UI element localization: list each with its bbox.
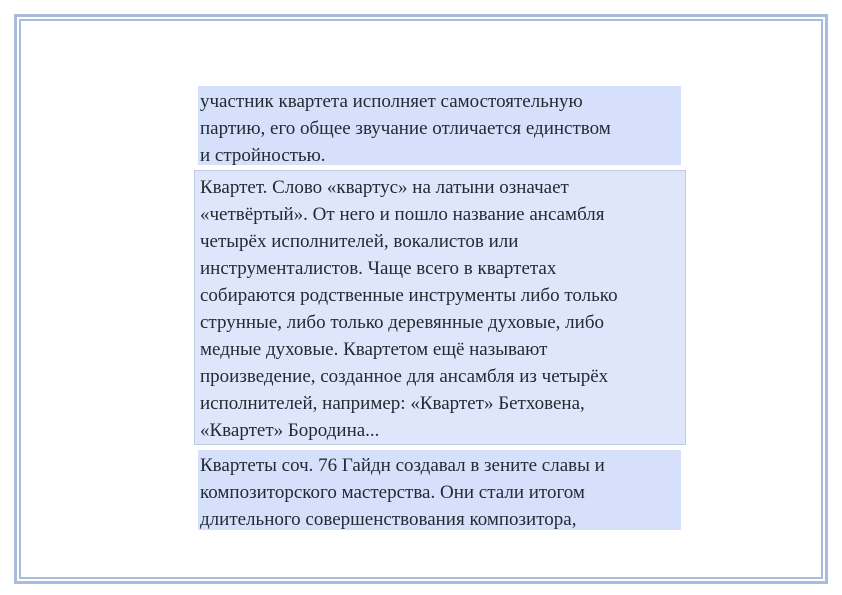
text-block-top: участник квартета исполняет самостоятельную партию, его общее звучание отличается единством и стройностью. [198, 86, 681, 165]
text-block-haydn-quartets: Квартеты соч. 76 Гайдн создавал в зените славы и композиторского мастерства. Они стали итогом длительного совершенствования композитора, [198, 450, 681, 530]
text-block-quartet-definition: Квартет. Слово «квартус» на латыни означает «четвёртый». От него и пошло название ансамбля четырёх исполнителей, вокалистов или инструменталистов. Чаще всего в квартетах собираются родственные инструменты либо только струнные, либо только деревянные духовые, либо медные духовые. Квартетом ещё называют произведение, созданное для ансамбля из четырёх исполнителей, например: «Квартет» Бетховена, «Квартет» Бородина... [194, 170, 686, 445]
